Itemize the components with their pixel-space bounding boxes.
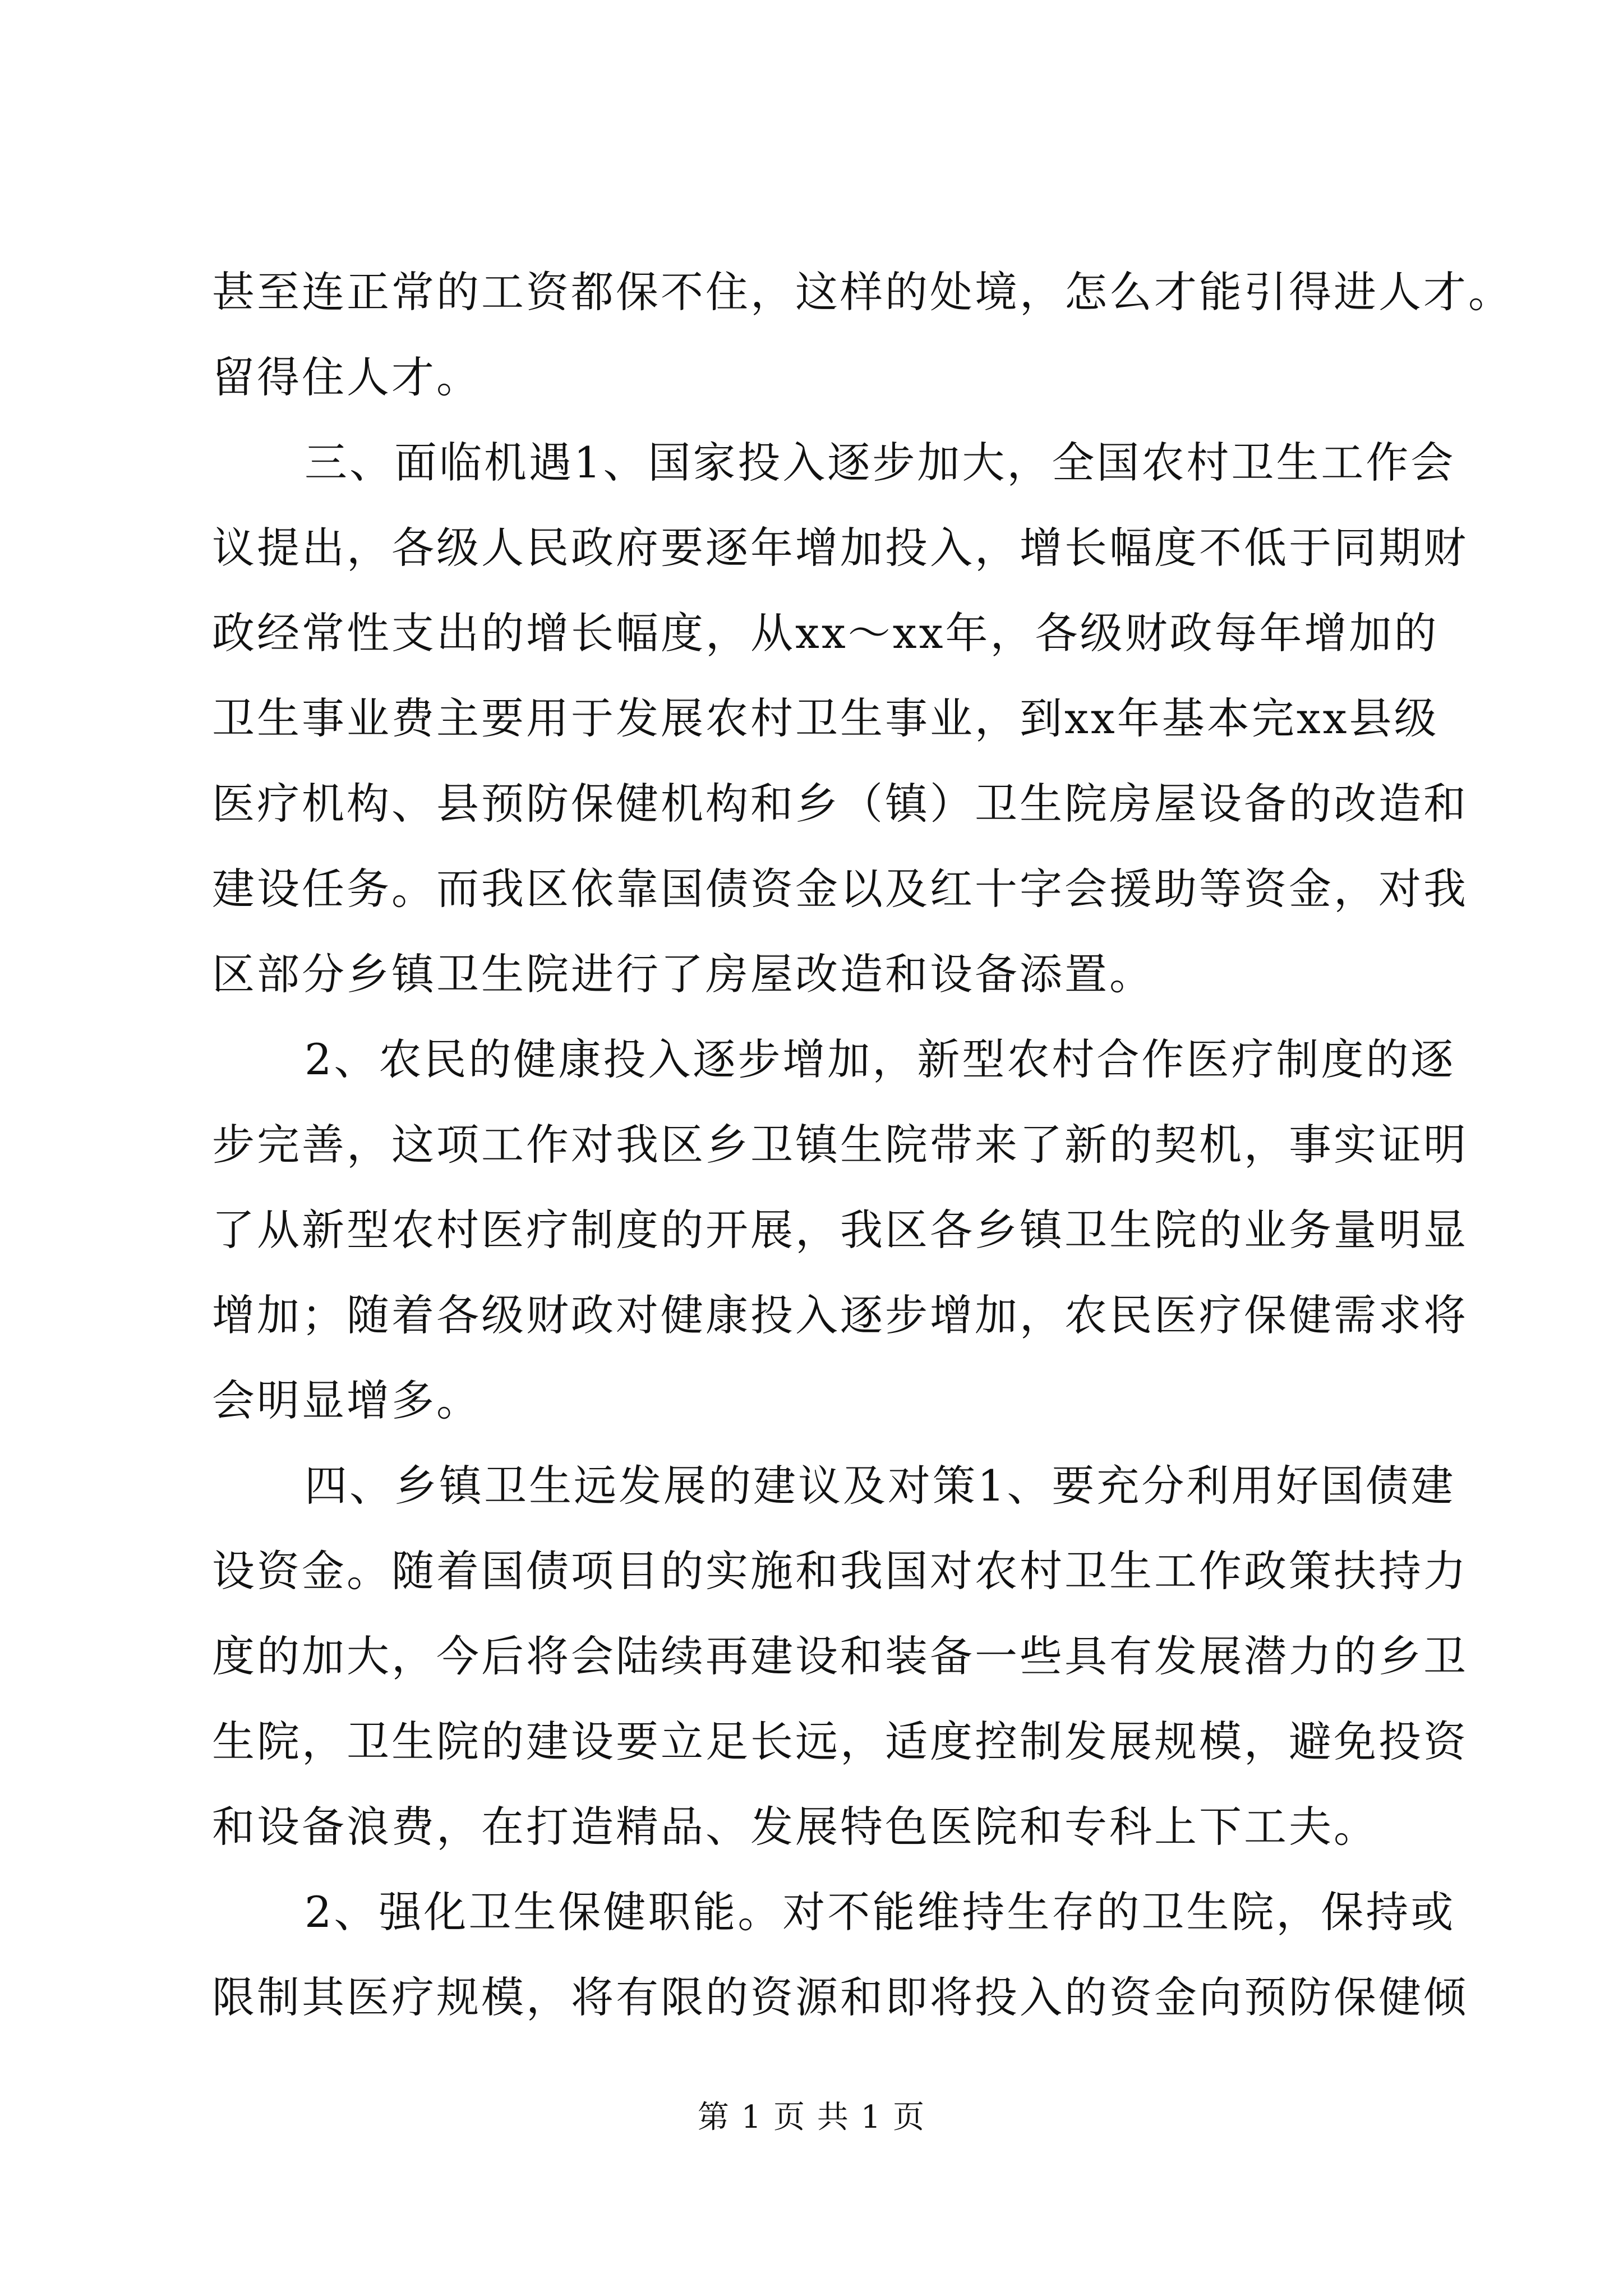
text-line: 区部分乡镇卫生院进行了房屋改造和设备添置。 bbox=[212, 949, 1154, 999]
text-line: 会明显增多。 bbox=[212, 1375, 481, 1425]
text-line: 步完善，这项工作对我区乡卫镇生院带来了新的契机，事实证明 bbox=[212, 1120, 1468, 1170]
text-line: 卫生事业费主要用于发展农村卫生事业，到xx年基本完xx县级 bbox=[212, 693, 1439, 743]
text-line: 生院，卫生院的建设要立足长远，适度控制发展规模，避免投资 bbox=[212, 1717, 1468, 1766]
text-line: 三、面临机遇1、国家投入逐步加大，全国农村卫生工作会 bbox=[305, 438, 1456, 487]
text-line: 度的加大，今后将会陆续再建设和装备一些具有发展潜力的乡卫 bbox=[212, 1631, 1468, 1681]
text-line: 四、乡镇卫生远发展的建议及对策1、要充分利用好国债建 bbox=[305, 1461, 1456, 1511]
text-line: 和设备浪费，在打造精品、发展特色医院和专科上下工夫。 bbox=[212, 1802, 1378, 1852]
text-line: 医疗机构、县预防保健机构和乡（镇）卫生院房屋设备的改造和 bbox=[212, 779, 1468, 829]
text-line: 限制其医疗规模，将有限的资源和即将投入的资金向预防保健倾 bbox=[212, 1972, 1468, 2022]
text-line: 建设任务。而我区依靠国债资金以及红十字会援助等资金，对我 bbox=[212, 864, 1468, 914]
text-line: 政经常性支出的增长幅度，从xx～xx年，各级财政每年增加的 bbox=[212, 608, 1439, 658]
page-footer: 第 1 页 共 1 页 bbox=[697, 2099, 926, 2136]
text-line: 了从新型农村医疗制度的开展，我区各乡镇卫生院的业务量明显 bbox=[212, 1205, 1468, 1255]
text-line: 留得住人才。 bbox=[212, 352, 481, 402]
text-line: 议提出，各级人民政府要逐年增加投入，增长幅度不低于同期财 bbox=[212, 523, 1468, 573]
text-line: 2、农民的健康投入逐步增加，新型农村合作医疗制度的逐 bbox=[305, 1034, 1456, 1084]
document-body bbox=[212, 250, 1513, 2040]
text-line: 增加；随着各级财政对健康投入逐步增加，农民医疗保健需求将 bbox=[212, 1290, 1468, 1340]
text-line: 2、强化卫生保健职能。对不能维持生存的卫生院，保持或 bbox=[305, 1887, 1456, 1937]
text-line: 设资金。随着国债项目的实施和我国对农村卫生工作政策扶持力 bbox=[212, 1546, 1468, 1596]
text-line: 甚至连正常的工资都保不住，这样的处境，怎么才能引得进人才。 bbox=[212, 267, 1513, 317]
